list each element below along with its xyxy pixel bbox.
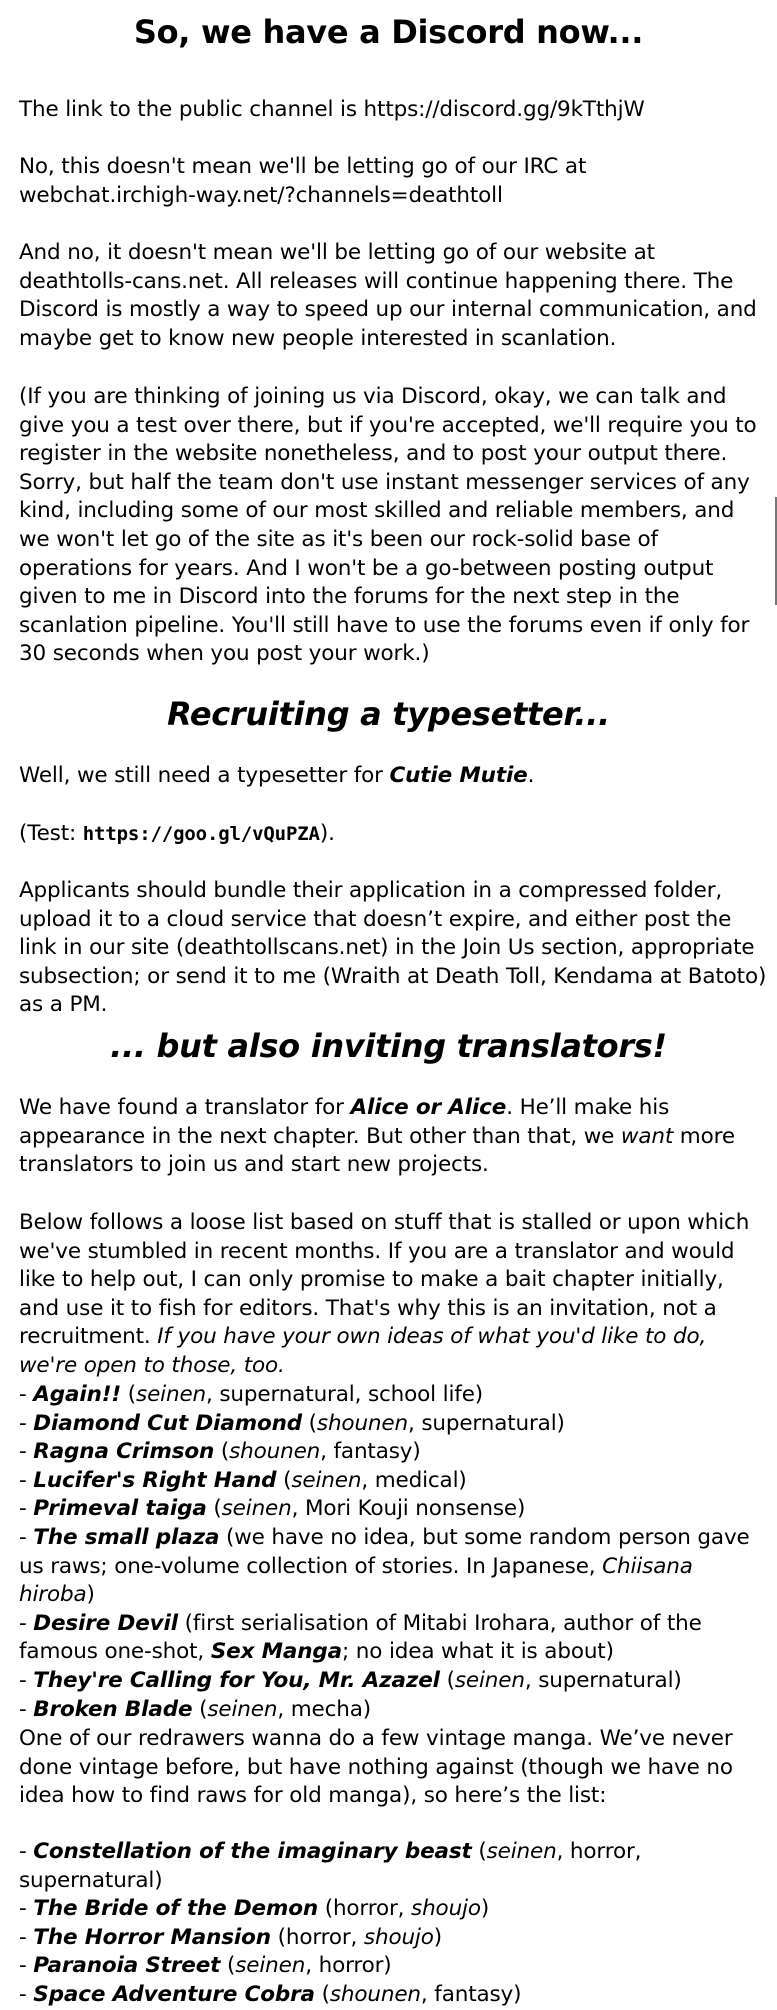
project-genre: shounen (316, 1410, 408, 1436)
discord-section (0, 13, 777, 51)
vintage-list (19, 1838, 767, 2010)
vintage-genre: seinen (235, 1953, 306, 1979)
found-text-c: more translators to join us and start new projects. (19, 1123, 735, 1178)
discord-heading: So, we have a Discord now... (133, 13, 644, 51)
discord-link-paragraph: The link to the public channel is https://discord.gg/9kTthjW (19, 97, 645, 122)
test-end: ). (319, 821, 335, 846)
vintage-title: Space Adventure Cobra (33, 1981, 315, 2007)
project-genre: Chiisana hiroba (19, 1553, 693, 1608)
project-title: The small plaza (33, 1524, 220, 1550)
joining-paragraph: (If you are thinking of joining us via Discord, okay, we can talk and give you a test over there, but if you're accepted, we'll require you to register in the website nonetheless, and to post your output there. Sorry, but half the team don't use instant messenger services of any kind, including some of our most skilled and reliable members, and we won't let go of the site as it's been our rock-solid base of operations for years. And I won't be a go-between posting output given to me in Discord into the forums for the next step in the scanlation pipeline. You'll still have to use the forums even if only for 30 seconds when you post your work.) (19, 384, 757, 667)
vintage-item: - The Horror Mansion (horror, shoujo) (19, 1924, 443, 1950)
vintage-genre: shounen (329, 1981, 421, 2007)
vintage-item: - Paranoia Street (seinen, horror) (19, 1953, 392, 1979)
translator-found-paragraph (19, 1094, 767, 1180)
project-item: - Lucifer's Right Hand (seinen, medical) (19, 1467, 467, 1493)
irc-paragraph: No, this doesn't mean we'll be letting go of our IRC at webchat.irchigh-way.net/?channels=deathtoll (19, 154, 587, 208)
vintage-item: - Constellation of the imaginary beast (seinen, horror, supernatural) (19, 1839, 642, 1893)
own-ideas-text: If you have your own ideas of what you'd like to do, we're open to those, too. (19, 1324, 707, 1378)
vintage-item: - The Bride of the Demon (horror, shoujo) (19, 1896, 490, 1922)
test-link[interactable]: https://goo.gl/vQuPZA (82, 823, 320, 845)
loose-list-text: Below follows a loose list based on stuff that is stalled or upon which we've stumbled in recent months. If you are a translator and would like to help out, I can only promise to make a bait chapter initially, and use it to fish for editors. That's why this is an invitation, not a recruitment. (19, 1210, 750, 1350)
project-title: Primeval taiga (33, 1496, 207, 1522)
translators-heading: ... but also inviting translators! (110, 1027, 667, 1065)
vintage-paragraph: One of our redrawers wanna do a few vintage manga. We’ve never done vintage before, but have nothing against (though we have no idea how to find raws for old manga), so here’s the list: (19, 1726, 733, 1809)
found-text-a: We have found a translator for (19, 1095, 351, 1120)
vintage-title: Paranoia Street (33, 1953, 221, 1979)
project-genre: seinen (207, 1696, 278, 1722)
project-title: Lucifer's Right Hand (33, 1467, 277, 1493)
vintage-genre: shoujo (411, 1896, 481, 1922)
vintage-genre: shoujo (363, 1924, 434, 1950)
project-title: Again!! (33, 1382, 122, 1407)
website-paragraph: And no, it doesn't mean we'll be letting go of our website at deathtolls-cans.net. All releases will continue happening there. The Discord is mostly a way to speed up our internal communication, and maybe get to know new people interested in scanlation. (19, 240, 757, 351)
project-item: - The small plaza (we have no idea, but some random person gave us raws; one-volume collection of stories. In Japanese, Chiisana hiroba) (19, 1524, 750, 1608)
vintage-title: Constellation of the imaginary beast (33, 1839, 472, 1864)
project-title: Cutie Mutie (389, 763, 528, 788)
project-title: They're Calling for You, Mr. Azazel (33, 1667, 440, 1693)
project-item: - Diamond Cut Diamond (shounen, supernatural) (19, 1410, 565, 1436)
applicants-paragraph: Applicants should bundle their application in a compressed folder, upload it to a cloud service that doesn’t expire, and either post the link in our site (deathtollscans.net) in the Join Us section, appropriate subsection; or send it to me (Wraith at Death Toll, Kendama at Batoto) as a PM. (19, 878, 767, 1018)
project-genre: shounen (229, 1439, 321, 1465)
typesetter-paragraph (19, 762, 767, 791)
vintage-title: The Bride of the Demon (33, 1896, 319, 1922)
project-genre: seinen (454, 1667, 525, 1693)
project-genre: seinen (136, 1382, 206, 1407)
project-related-title: Sex Manga (210, 1639, 342, 1665)
project-title: Desire Devil (33, 1610, 178, 1636)
project-item: - Broken Blade (seinen, mecha) (19, 1696, 371, 1722)
recruit-heading: Recruiting a typesetter... (167, 695, 610, 733)
loose-list-paragraph (19, 1209, 767, 1381)
project-item: - Primeval taiga (seinen, Mori Kouji nonsense) (19, 1496, 526, 1522)
project-title: Ragna Crimson (33, 1439, 215, 1465)
project-genre: seinen (221, 1496, 292, 1522)
want-emphasis: want (620, 1123, 674, 1149)
found-text-b: . He’ll make his appearance in the next chapter. But other than that, we (19, 1095, 670, 1149)
typesetter-text: Well, we still need a typesetter for (19, 763, 390, 788)
vintage-genre: seinen (486, 1839, 557, 1864)
project-item: - They're Calling for You, Mr. Azazel (seinen, supernatural) (19, 1667, 682, 1693)
test-label: (Test: (19, 821, 83, 846)
project-title: Broken Blade (33, 1696, 193, 1722)
typesetter-end: . (527, 763, 535, 788)
project-title: Diamond Cut Diamond (33, 1410, 302, 1436)
translators-section (0, 1027, 777, 1065)
recruit-section (0, 695, 777, 733)
project-genre: seinen (291, 1467, 362, 1493)
project-item: - Desire Devil (first serialisation of Mitabi Irohara, author of the famous one-shot, Sex Manga; no idea what it is about) (19, 1610, 702, 1665)
project-item: - Ragna Crimson (shounen, fantasy) (19, 1439, 421, 1465)
vintage-title: The Horror Mansion (33, 1924, 271, 1950)
alice-title: Alice or Alice (350, 1095, 507, 1120)
vintage-item: - Space Adventure Cobra (shounen, fantasy) (19, 1981, 522, 2007)
project-item: - Again!! (seinen, supernatural, school life) (19, 1382, 484, 1407)
test-paragraph (19, 820, 767, 849)
project-list (19, 1381, 767, 1724)
